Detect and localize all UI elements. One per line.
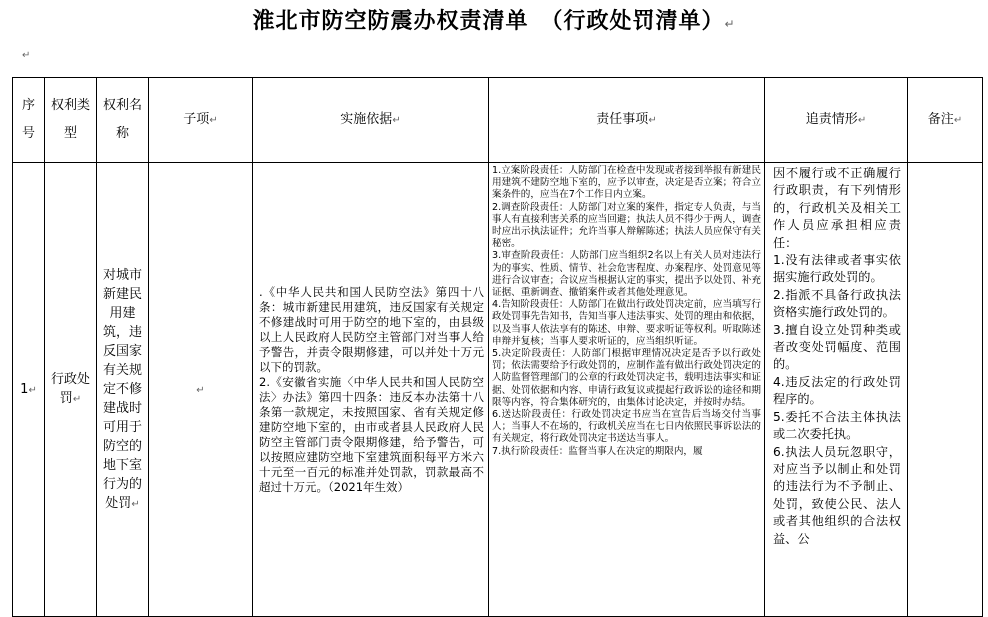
header-remark: 备注↵ <box>908 78 983 163</box>
header-seq: 序 号 <box>13 78 45 163</box>
table-row <box>13 163 983 617</box>
resp-item: 2.调查阶段责任：人防部门对立案的案件，指定专人负责，与当事人有直接利害关系的应当回避；执法人员不得少于两人，调查时应出示执法证件；允许当事人辩解陈述；执法人员应保守有关秘密。 <box>492 201 761 250</box>
header-type: 权利类 型 <box>45 78 97 163</box>
header-resp: 责任事项↵ <box>489 78 765 163</box>
resp-item: 6.送达阶段责任：行政处罚决定书应当在宣告后当场交付当事人；当事人不在场的，行政机关应当在七日内依照民事诉讼法的有关规定，将行政处罚决定书送达当事人。 <box>492 409 761 445</box>
basis-item: .《中华人民共和国人民防空法》第四十八条：城市新建民用建筑，违反国家有关规定不修建战时可用于防空的地下室的，由县级以上人民政府人民防空主管部门对当事人给予警告，并责令限期修建，可以并处十万元以下的罚款。 <box>259 284 484 374</box>
power-list-table <box>12 77 983 617</box>
acc-item: 5.委托不合法主体执法或二次委托执。 <box>773 409 901 442</box>
table-header-row <box>13 78 983 163</box>
cell-resp <box>489 163 765 617</box>
resp-item: 1.立案阶段责任：人防部门在检查中发现或者接到举报有新建民用建筑不建防空地下室的，应予以审查，决定是否立案；符合立案条件的，应当在7个工作日内立案。 <box>492 165 761 201</box>
resp-item: 3.审查阶段责任：人防部门应当组织2名以上有关人员对违法行为的事实、性质、情节、社会危害程度、办案程序、处罚意见等进行合议审查；合议应当根据认定的事实，提出予以处罚、补充证据、重新调查、撤销案件或者其他处理意见。 <box>492 250 761 299</box>
paragraph-mark-icon: ↵ <box>22 50 31 61</box>
cell-name: 对城市新建民用建筑，违反国家有关规定不修建战时可用于防空的地下室行为的处罚↵ <box>97 163 149 617</box>
resp-item: 4.告知阶段责任：人防部门在做出行政处罚决定前，应当填写行政处罚事先告知书，告知当事人违法事实、处罚的理由和依据，以及当事人依法享有的陈述、申辩、要求听证等权利。听取陈述申辩并复核；当事人要求听证的，应当组织听证。 <box>492 299 761 347</box>
header-basis: 实施依据↵ <box>253 78 489 163</box>
acc-item: 2.指派不具备行政执法资格实施行政处罚的。 <box>773 287 901 320</box>
resp-item: 7.执行阶段责任：监督当事人在决定的期限内，履 <box>492 445 703 457</box>
page-title-text: 淮北市防空防震办权责清单 （行政处罚清单） <box>252 9 725 34</box>
cell-remark <box>908 163 983 617</box>
acc-item: 3.擅自设立处罚种类或者改变处罚幅度、范围的。 <box>773 322 901 372</box>
acc-item: 1.没有法律或者事实依据实施行政处罚的。 <box>773 253 901 285</box>
cell-basis <box>253 163 489 617</box>
acc-item: 6.执法人员玩忽职守，对应当予以制止和处罚的违法行为不予制止、处罚，致使公民、法人或者其他组织的合法权益、公 <box>773 444 901 546</box>
page-title <box>0 4 988 35</box>
header-sub: 子项↵ <box>149 78 253 163</box>
cell-seq: 1↵ <box>13 163 45 617</box>
acc-item: 因不履行或不正确履行行政职责，有下列情形的，行政机关及相关工作人员应承担相应责任： <box>773 166 901 250</box>
basis-item: 2.《安徽省实施〈中华人民共和国人民防空法〉办法》第四十四条：违反本办法第十八条第一款规定，未按照国家、省有关规定修建防空地下室的，由市或者县人民政府人民防空主管部门责令限期修建，给予警告，可以按照应建防空地下室建筑面积每平方米六十元至一百元的标准并处罚款，罚款最高不超过十万元。（2021年生效） <box>259 374 484 494</box>
cell-acc <box>765 163 908 617</box>
paragraph-mark-icon: ↵ <box>724 17 736 31</box>
resp-item: 5.决定阶段责任：人防部门根据审理情况决定是否予以行政处罚；依法需要给予行政处罚的，应制作盖有做出行政处罚决定的人防监督管理部门的公章的行政处罚决定书，载明违法事实和证据、处罚依据和内容、申请行政复议或提起行政诉讼的途径和期限等内容，符合集体研究的，由集体讨论决定，并按时办结。 <box>492 348 761 408</box>
cell-sub: ↵ <box>149 163 253 617</box>
cell-type: 行政处罚↵ <box>45 163 97 617</box>
acc-item: 4.违反法定的行政处罚程序的。 <box>773 374 901 407</box>
header-acc: 追责情形↵ <box>765 78 908 163</box>
header-name: 权利名 称 <box>97 78 149 163</box>
